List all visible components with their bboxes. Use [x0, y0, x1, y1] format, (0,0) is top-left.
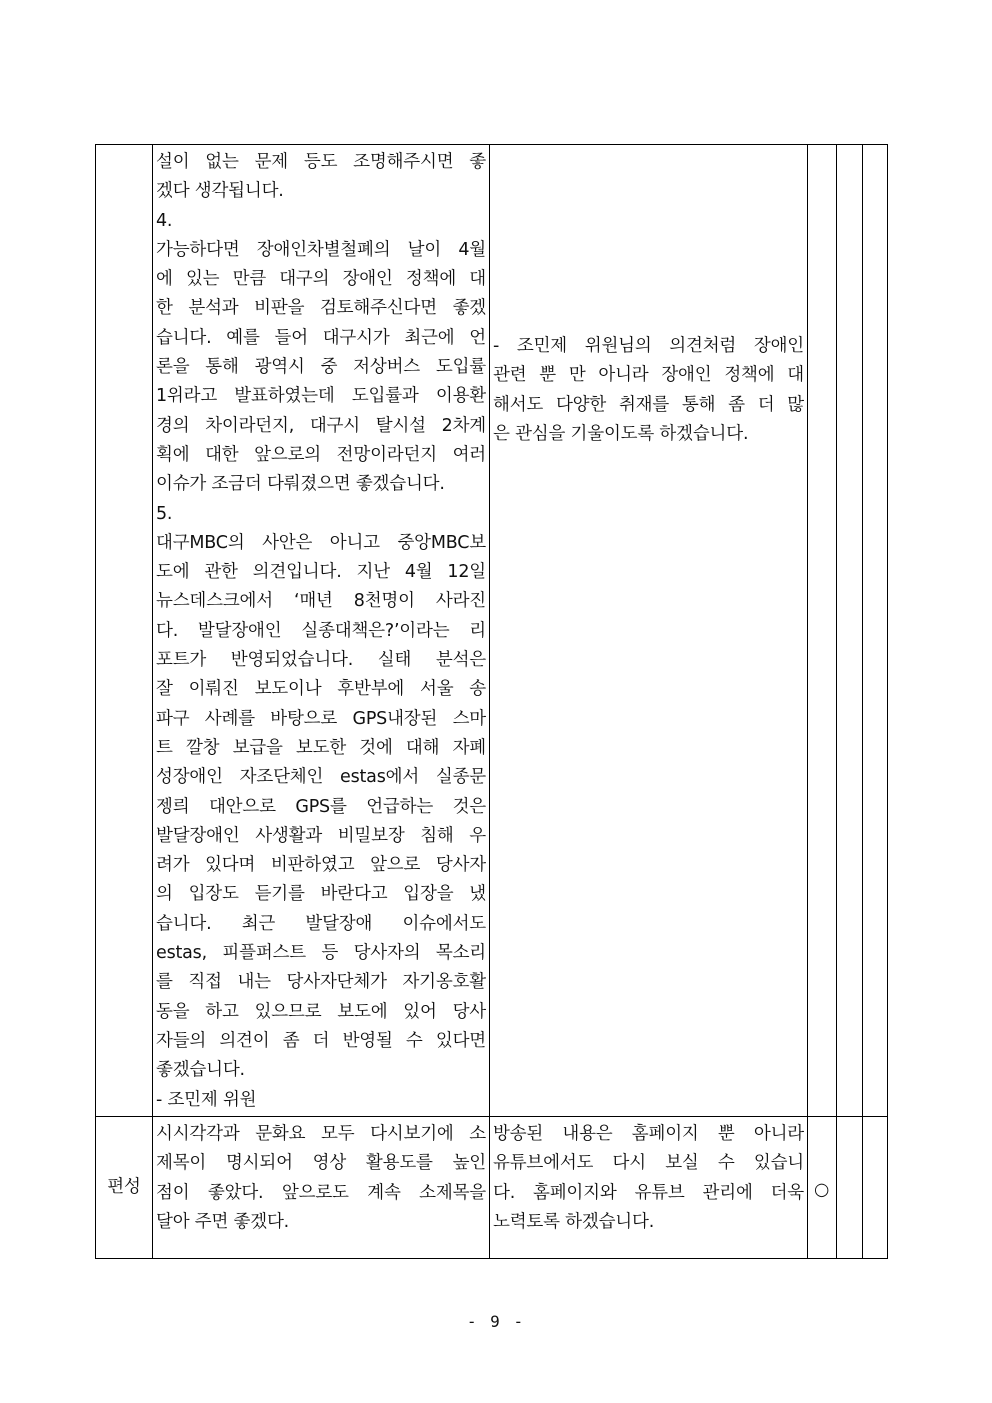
text-line: 한 분석과 비판을 검토해주신다면 좋겠	[156, 298, 486, 319]
empty-cell	[863, 145, 888, 1117]
text-line: - 조민제 위원	[156, 1089, 257, 1110]
opinion-cell	[153, 1117, 490, 1259]
mark-symbol: ○	[814, 1180, 830, 1200]
text-line: 겠다 생각됩니다.	[156, 181, 284, 202]
response-text	[490, 329, 807, 449]
text-line: 동을 하고 있으므로 보도에 있어 당사	[156, 1001, 486, 1022]
empty-cell	[863, 1117, 888, 1259]
category-label	[96, 145, 152, 1116]
text-line: 대구MBC의 사안은 아니고 중앙MBC보	[156, 532, 486, 553]
text-line: 도에 관한 의견입니다. 지난 4월 12일	[156, 562, 486, 583]
text-line: 점이 좋았다. 앞으로도 계속 소제목을	[156, 1182, 486, 1203]
text-line: 에 있는 만큼 대구의 장애인 정책에 대	[156, 269, 486, 290]
text-line: 습니다. 예를 들어 대구시가 최근에 언	[156, 327, 486, 348]
text-line: 설이 없는 문제 등도 조명해주시면 좋	[156, 152, 486, 172]
response-cell	[490, 1117, 808, 1259]
text-line: 제목이 명시되어 영상 활용도를 높인	[156, 1153, 486, 1174]
text-line: estas, 피플퍼스트 등 당사자의 목소리	[156, 943, 486, 964]
text-line: 론을 통해 광역시 중 저상버스 도입률	[156, 357, 486, 378]
text-line: 의 입장도 듣기를 바란다고 입장을 냈	[156, 884, 486, 905]
text-line: 트 깔창 보급을 보도한 것에 대해 자폐	[156, 737, 486, 758]
text-line: 관련 뿐 만 아니라 장애인 정책에 대	[493, 365, 804, 386]
empty-cell	[837, 1117, 863, 1259]
text-line: 유튜브에서도 다시 보실 수 있습니	[493, 1153, 804, 1174]
text-line: 다. 발달장애인 실종대책은?’이라는 리	[156, 620, 486, 641]
response-cell	[490, 145, 808, 1117]
text-line: 방송된 내용은 홈페이지 뿐 아니라	[493, 1124, 804, 1144]
opinion-text	[153, 1117, 489, 1237]
text-line: 뉴스데스크에서 ‘매년 8천명이 사라진	[156, 591, 486, 612]
mark-cell	[808, 145, 837, 1117]
text-line: 달아 주면 좋겠다.	[156, 1211, 290, 1232]
text-line: 해서도 다양한 취재를 통해 좀 더 많	[493, 394, 804, 415]
response-text	[490, 1117, 807, 1237]
mark-cell	[808, 1117, 837, 1259]
text-line: 려가 있다며 비판하였고 앞으로 당사자	[156, 855, 486, 876]
empty-cell	[837, 145, 863, 1117]
text-line: 시시각각과 문화요 모두 다시보기에 소	[156, 1124, 486, 1144]
text-line: 파구 사례를 바탕으로 GPS내장된 스마	[156, 708, 486, 729]
text-line: 다. 홈페이지와 유튜브 관리에 더욱	[493, 1182, 804, 1203]
text-line: - 조민제 위원님의 의견처럼 장애인	[493, 336, 804, 356]
text-line: 좋겠습니다.	[156, 1060, 245, 1081]
text-line: 를 직접 내는 당사자단체가 자기옹호활	[156, 972, 486, 993]
text-line: 가능하다면 장애인차별철폐의 날이 4월	[156, 239, 486, 260]
text-line: 획에 대한 앞으로의 전망이라던지 여러	[156, 444, 486, 465]
text-line: 이슈가 조금더 다뤄졌으면 좋겠습니다.	[156, 474, 445, 495]
text-line: 은 관심을 기울이도록 하겠습니다.	[493, 423, 749, 444]
text-line: 노력토록 하겠습니다.	[493, 1211, 655, 1232]
text-line: 1위라고 발표하였는데 도입률과 이용환	[156, 386, 486, 407]
page-number: - 9 -	[466, 1312, 526, 1331]
category-cell	[96, 1117, 153, 1259]
text-line: 4.	[156, 210, 173, 231]
text-line: 성장애인 자조단체인 estas에서 실종문	[156, 767, 486, 788]
table-row	[96, 145, 888, 1117]
table-row	[96, 1117, 888, 1259]
text-line: 경의 차이라던지, 대구시 탈시설 2차계	[156, 415, 486, 436]
opinion-text	[153, 145, 489, 1115]
text-line: 습니다. 최근 발달장애 이슈에서도	[156, 913, 486, 934]
mark-symbol	[808, 145, 836, 204]
text-line: 5.	[156, 503, 173, 524]
opinion-cell	[153, 145, 490, 1117]
text-line: 포트가 반영되었습니다. 실태 분석은	[156, 650, 486, 671]
text-line: 자들의 의견이 좀 더 반영될 수 있다면	[156, 1030, 486, 1051]
category-cell	[96, 145, 153, 1117]
text-line: 젱릐 대안으로 GPS를 언급하는 것은	[156, 796, 486, 817]
category-label: 편성	[107, 1176, 141, 1197]
text-line: 발달장애인 사생활과 비밀보장 침해 우	[156, 825, 486, 846]
text-line: 잘 이뤄진 보도이나 후반부에 서울 송	[156, 679, 486, 700]
review-table	[95, 144, 888, 1259]
